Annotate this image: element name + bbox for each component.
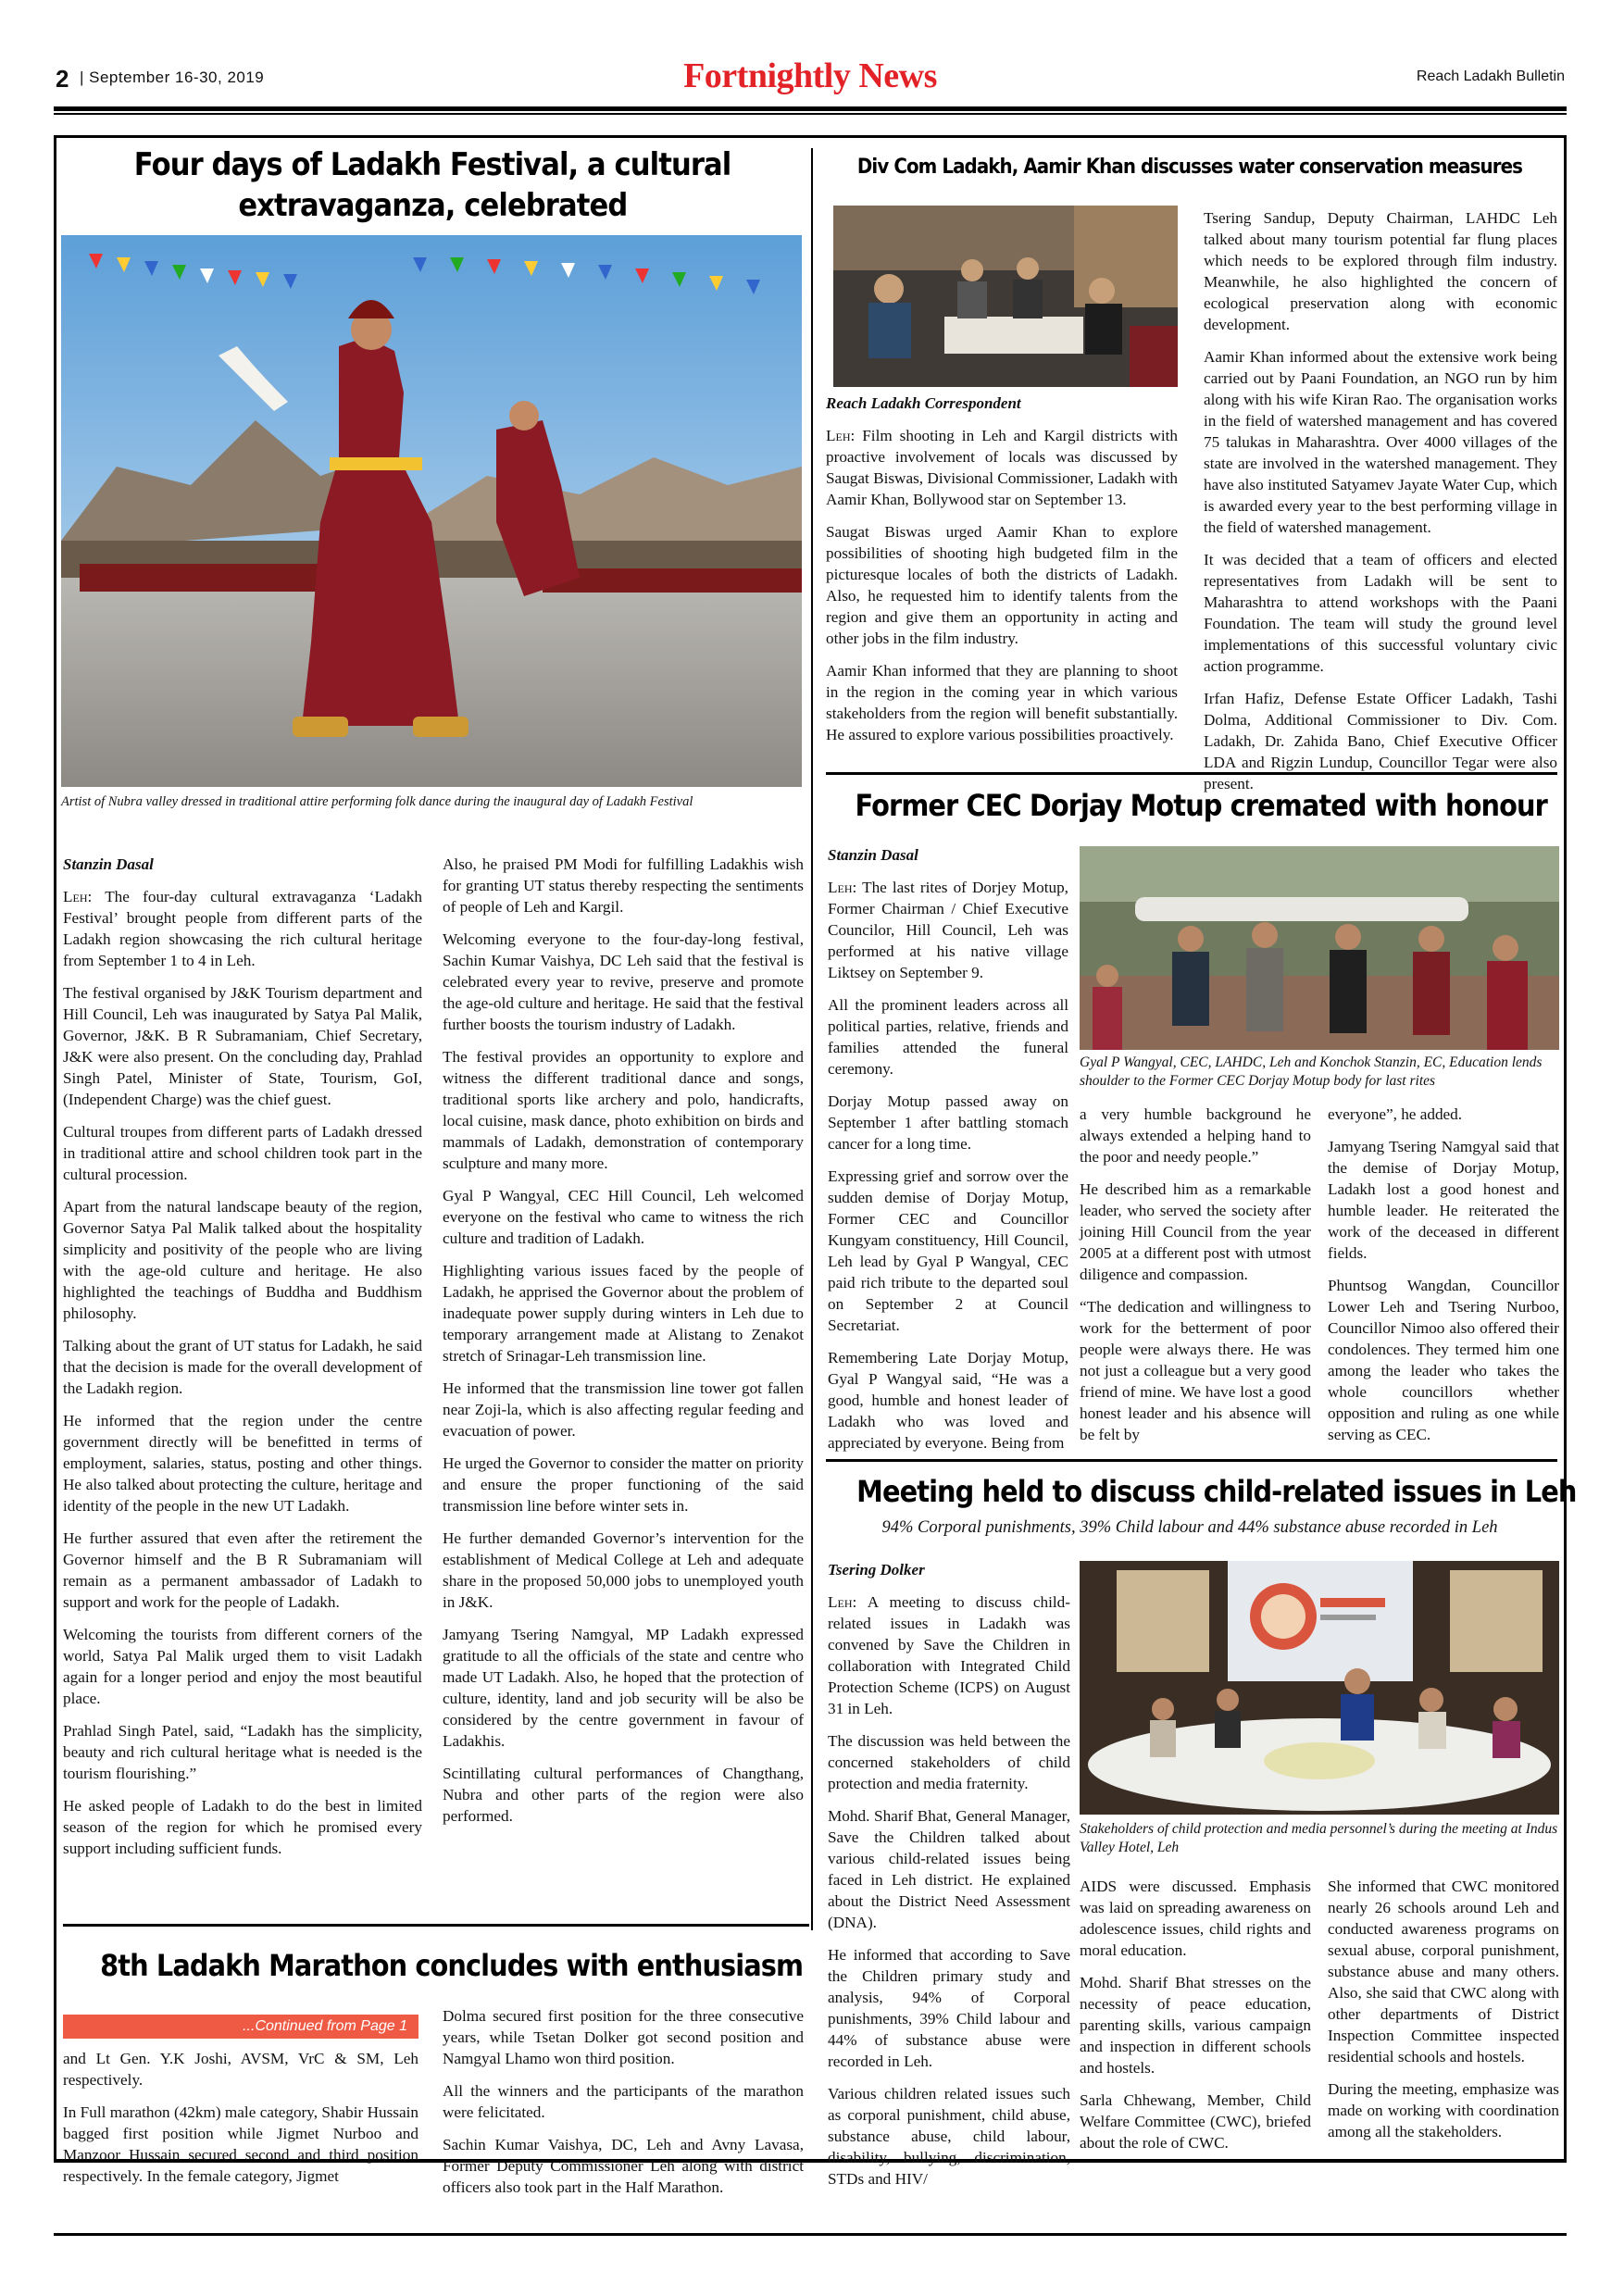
dorjay-paragraph: Expressing grief and sorrow over the sudden demise of Dorjay Motup, Former CEC and Councillor Kungyam constituency, Hill Council, Leh lead by Gyal P Wangyal, CEC paid rich tribute to the departed soul on September 2 at Council Secretariat. [828,1167,1068,1334]
dorjay-dateline: Leh: [828,879,857,896]
meeting-room-image [833,206,1178,387]
footer-rule [54,2233,1567,2236]
festival-col1 [63,854,422,1870]
child-headline-wrap [817,1472,1577,1511]
child-paragraph: Various children related issues such as corporal punishment, child abuse, substance abuse, child labour, disability, bullying, discrimination, STDs and HIV/ [828,2085,1070,2188]
festival-paragraph: Highlighting various issues faced by the people of Ladakh, he apprised the Governor about the problem of inadequate power supply during winters in Leh due to temporary arrangement made at Alistang to Zenakot stretch of Srinagar-Leh transmission line. [443,1262,804,1365]
festival-paragraph: He further demanded Governor’s intervention for the establishment of Medical College at Leh and adequate share in the proposed 50,000 jobs to unemployed youth in J&K. [443,1529,804,1611]
dorjay-paragraph: Remembering Late Dorjay Motup, Gyal P Wangyal said, “He was a good, humble and honest leader of Ladakh who was loved and appreciated by everyone. Being from [828,1349,1068,1452]
masthead-rule-thick [54,106,1567,111]
festival-paragraph: Apart from the natural landscape beauty of the region, Governor Satya Pal Malik talked about the hospitality simplicity and positivity of the people who are living with the age-old culture and heritage. He also highlighted the teachings of Buddha and Buddhism philosophy. [63,1198,422,1322]
paragraph-text: Film shooting in Leh and Kargil districts with proactive involvement of locals was discussed by Saugat Biswas, Divisional Commissioner, Ladakh with Aamir Khan, Bollywood star on September 13. [826,427,1179,508]
aamir-dateline: Leh: [826,427,856,444]
dorjay-headline: Former CEC Dorjay Motup cremated with honour [855,788,1547,823]
dorjay-paragraph: All the prominent leaders across all political parties, relative, friends and families attended the funeral ceremony. [828,996,1068,1078]
marathon-paragraph: All the winners and the participants of the marathon were felicitated. [443,2082,804,2121]
column-divider [811,148,813,1930]
festival-photo [61,235,802,787]
child-headline: Meeting held to discuss child-related issues in Leh [856,1474,1577,1509]
aamir-headline: Div Com Ladakh, Aamir Khan discusses water conservation measures [856,156,1523,179]
aamir-headline-wrap [817,152,1563,183]
child-paragraph: She informed that CWC monitored nearly 26 schools around Leh and conducted awareness programs on sexual abuse, corporal punishment, substance abuse and many others. Also, she said that CWC along with other departments of District Inspection Committee inspected residential schools and hostels. [1328,1878,1559,2065]
child-col3 [1328,1876,1559,2153]
festival-paragraph: He further assured that even after the retirement the Governor himself and the B R Subramaniam will remain as a permanent ambassador of Ladakh to support and work for the people of Ladakh. [63,1529,422,1611]
festival-paragraph: He informed that the region under the centre government directly will be benefitted in terms of employment, salaries, status, posting and other things. He also talked about protecting the culture, heritage and identity of the people in the new UT Ladakh. [63,1412,422,1515]
dorjay-paragraph: He described him as a remarkable leader, who served the society after joining Hill Council from the year 2005 at a different post with utmost diligence and compassion. [1080,1180,1311,1283]
aamir-paragraph: Saugat Biswas urged Aamir Khan to explore possibilities of shooting high budgeted film in the picturesque locales of both the districts of Ladakh. Also, he requested him to identify talents from the region and give them an opportunity in acting and other jobs in the film industry. [826,523,1178,647]
child-paragraph: AIDS were discussed. Emphasis was laid on spreading awareness on adolescence issues, child rights and moral education. [1080,1878,1311,1959]
meeting-hall-image [1080,1561,1559,1815]
festival-paragraph: The festival provides an opportunity to explore and witness the different traditional dance and songs, traditional sports like archery and polo, handicrafts, local cuisine, mask dance, photo exhibition on birds and mammals of Ladakh, demonstration of contemporary sculpture and many more. [443,1048,804,1172]
festival-headline [61,144,804,226]
festival-paragraph: The festival organised by J&K Tourism department and Hill Council, Leh was inaugurated by Satya Pal Malik, Governor, J&K. B R Subramaniam, Chief Secretary, J&K were also present. On the concluding day, Prahlad Singh Patel, Minister of State, Tourism, GoI, (Independent Charge) was the chief guest. [63,984,422,1108]
section-divider [826,1459,1557,1462]
aamir-paragraph: Aamir Khan informed about the extensive work being carried out by Paani Foundation, an NGO run by him along with his wife Kiran Rao. The organisation works in the field of watershed management and has covered 75 talukas in Maharashtra. Over 4000 villages of the state are involved in the watershed management. They have also instituted Satyamev Jayate Water Cup, which is awarded every year to the best performing village in the field of watershed management. [1204,348,1557,536]
dorjay-col1 [828,844,1068,1465]
aamir-paragraph: Irfan Hafiz, Defense Estate Officer Ladakh, Tashi Dolma, Additional Commissioner to Div. Com. Ladakh, Dr. Zahida Bano, Chief Executive Officer LDA and Rigzin Lundup, Councillor Tegar were also present. [1204,690,1557,792]
festival-paragraph: He urged the Governor to consider the matter on priority and ensure the proper functioning of the said transmission line before winter sets in. [443,1454,804,1515]
marathon-col1 [63,2015,418,2198]
dorjay-byline: Stanzin Dasal [828,846,918,864]
dorjay-headline-wrap [817,787,1563,824]
child-subheadline: 94% Corporal punishments, 39% Child labour and 44% substance abuse recorded in Leh [881,1518,1498,1537]
dorjay-paragraph [828,877,1068,983]
festival-dancer-image [61,235,802,787]
dorjay-photo [1080,846,1559,1050]
aamir-paragraph: Tsering Sandup, Deputy Chairman, LAHDC Leh talked about many tourism potential far flung places which needs to be explored through film industry. Meanwhile, he also highlighted the concern of ecological preservation along with economic development. [1204,209,1557,333]
child-paragraph: Mohd. Sharif Bhat, General Manager, Save the Children talked about various child-related issues being faced in Leh district. He explained about the District Need Assessment (DNA). [828,1807,1070,1931]
child-col2 [1080,1876,1311,2165]
funeral-procession-image [1080,846,1559,1050]
child-paragraph: During the meeting, emphasize was made on working with coordination among all the stakeholders. [1328,2080,1559,2140]
marathon-headline: 8th Ladakh Marathon concludes with enthusiasm [100,1948,804,1983]
dorjay-paragraph: everyone”, he added. [1328,1105,1463,1123]
aamir-paragraph: It was decided that a team of officers and elected representatives from Ladakh will be sent to Maharashtra to attend workshops with the Paani Foundation. The team will study the ground level implementations of this successful voluntary civic action programme. [1204,551,1557,675]
marathon-paragraph: and Lt Gen. Y.K Joshi, AVSM, VrC & SM, Leh respectively. [63,2050,418,2089]
festival-headline-line1: Four days of Ladakh Festival, a cultural [133,146,731,183]
section-divider [63,1924,809,1927]
festival-col2 [443,854,804,1838]
festival-headline-line2: extravaganza, celebrated [237,187,627,224]
page-number: 2 [56,65,69,93]
festival-paragraph: Welcoming the tourists from different corners of the world, Satya Pal Malik urged them to visit Ladakh again for a longer period and enjoy the most beautiful place. [63,1626,422,1707]
child-paragraph: The discussion was held between the concerned stakeholders of child protection and media fraternity. [828,1732,1070,1792]
child-meeting-photo [1080,1561,1559,1815]
marathon-paragraph: Sachin Kumar Vaishya, DC, Leh and Avny Lavasa, Former Deputy Commissioner Leh along with district officers also took part in the Half Marathon. [443,2136,804,2196]
dorjay-paragraph: Dorjay Motup passed away on September 1 after battling stomach cancer for a long time. [828,1092,1068,1153]
marathon-paragraph: Dolma secured first position for the three consecutive years, while Tsetan Dolker got second position and Namgyal Lhamo won third position. [443,2007,804,2067]
festival-paragraph: Scintillating cultural performances of Changthang, Nubra and other parts of the region were also performed. [443,1765,804,1825]
festival-headline-line1-wrap [61,144,804,185]
paragraph-text: A meeting to discuss child-related issues in Ladakh was convened by Save the Children in collaboration with Integrated Child Protection Scheme (ICPS) on August 31 in Leh. [828,1593,1070,1717]
festival-byline: Stanzin Dasal [63,855,154,873]
dorjay-paragraph: Phuntsog Wangdan, Councillor Lower Leh and Tsering Nurboo, Councillor Nimoo also offered their condolences. They termed him one among the leader who takes the whole councillors whether opposition and ruling as one while serving as CEC. [1328,1277,1559,1443]
dorjay-paragraph: “The dedication and willingness to work for the betterment of poor people were always there. He was not just a colleague but a very good friend of mine. We have lost a good honest leader and his absence will be felt by [1080,1298,1311,1443]
child-paragraph: Sarla Chhewang, Member, Child Welfare Committee (CWC), briefed about the role of CWC. [1080,2091,1311,2152]
festival-dateline: Leh: [63,888,93,905]
festival-paragraph: Talking about the grant of UT status for Ladakh, he said that the decision is made for the overall development of the Ladakh region. [63,1337,422,1397]
dorjay-photo-caption: Gyal P Wangyal, CEC, LAHDC, Leh and Konchok Stanzin, EC, Education lends shoulder to the Former CEC Dorjay Motup body for last rites [1080,1054,1543,1089]
festival-paragraph: Gyal P Wangyal, CEC Hill Council, Leh welcomed everyone on the festival who came to witness the rich culture and tradition of Ladakh. [443,1187,804,1247]
child-byline: Tsering Dolker [828,1561,925,1578]
festival-paragraph: Welcoming everyone to the four-day-long festival, Sachin Kumar Vaishya, DC Leh said that the festival is celebrated every year to revive, preserve and promote the age-old culture and heritage. He said that the festival further boosts the tourism industry of Ladakh. [443,930,804,1033]
festival-paragraph: Cultural troupes from different parts of Ladakh dressed in traditional attire and school children took part in the cultural procession. [63,1123,422,1183]
child-paragraph: He informed that according to Save the Children primary study and analysis, 94% of Corporal punishments, 39% Child labour and 44% of substance abuse were recorded in Leh. [828,1946,1070,2070]
child-col1 [828,1559,1070,2201]
marathon-paragraph: In Full marathon (42km) male category, Shabir Hussain bagged first position while Jigmet Nurboo and Manzoor Hussain secured second and third position respectively. In the female category, Jigmet [63,2103,418,2185]
masthead [56,56,1565,102]
dorjay-col3 [1328,1104,1559,1456]
aamir-paragraph: Aamir Khan informed that they are planning to shoot in the region in the coming year in which various stakeholders from the region will benefit substantially. He assured to explore various possibilities proactively. [826,662,1178,743]
continued-from-page-link[interactable]: ...Continued from Page 1 [63,2015,418,2039]
marathon-col2 [443,2005,804,2209]
aamir-paragraph [826,425,1178,510]
festival-paragraph: Jamyang Tsering Namgyal, MP Ladakh expressed gratitude to all the officials of the state and centre who made UT Ladakh. Also, he hoped that the protection of culture, identity, land and job security will be also be considered by the centre government in favour of Ladakhis. [443,1626,804,1750]
section-divider [826,772,1557,775]
child-dateline: Leh: [828,1593,857,1611]
aamir-byline: Reach Ladakh Correspondent [826,394,1021,412]
dorjay-col2 [1080,1104,1311,1456]
festival-paragraph [63,886,422,971]
dorjay-paragraph: Jamyang Tsering Namgyal said that the demise of Dorjay Motup, Ladakh lost a good honest and humble leader. He reiterated the work of the deceased in different fields. [1328,1138,1559,1262]
festival-paragraph: He informed that the transmission line tower got fallen near Zoji-la, which is also affecting regular feeding and evacuation of power. [443,1379,804,1440]
aamir-col1 [826,393,1178,756]
festival-paragraph: He asked people of Ladakh to do the best in limited season of the region for which he promised every support including sufficient funds. [63,1797,422,1857]
dorjay-paragraph: a very humble background he always extended a helping hand to the poor and needy people.” [1080,1105,1311,1166]
child-paragraph [828,1591,1070,1719]
issue-date: | September 16-30, 2019 [80,69,265,86]
festival-paragraph: Also, he praised PM Modi for fulfilling Ladakhis wish for granting UT status thereby respecting the sentiments of people of Leh and Kargil. [443,855,804,916]
child-photo-caption: Stakeholders of child protection and media personnel’s during the meeting at Indus Valley Hotel, Leh [1080,1821,1558,1855]
festival-headline-line2-wrap [61,185,804,226]
festival-paragraph: Prahlad Singh Patel, said, “Ladakh has the simplicity, beauty and rich cultural heritage what is needed is the tourism flourishing.” [63,1722,422,1782]
paragraph-text: The last rites of Dorjey Motup, Former Chairman / Chief Executive Councilor, Hill Council, Leh was performed at his native village Liktsey on September 9. [828,879,1068,981]
paragraph-text: The four-day cultural extravaganza ‘Ladakh Festival’ brought people from different parts of the Ladakh region showcasing the rich cultural heritage from September 1 to 4 in Leh. [63,888,422,969]
marathon-headline-wrap [61,1946,807,1985]
child-paragraph: Mohd. Sharif Bhat stresses on the necessity of peace education, parenting skills, various campaign and inspection in different schools and hostels. [1080,1974,1311,2077]
publication-name: Reach Ladakh Bulletin [1416,69,1565,84]
aamir-photo [833,206,1178,387]
section-title: Fortnightly News [683,56,937,95]
festival-photo-caption: Artist of Nubra valley dressed in traditional attire performing folk dance during the inaugural day of Ladakh Festival [61,794,693,809]
masthead-rule-thin [54,113,1567,115]
aamir-col2 [1204,207,1557,805]
